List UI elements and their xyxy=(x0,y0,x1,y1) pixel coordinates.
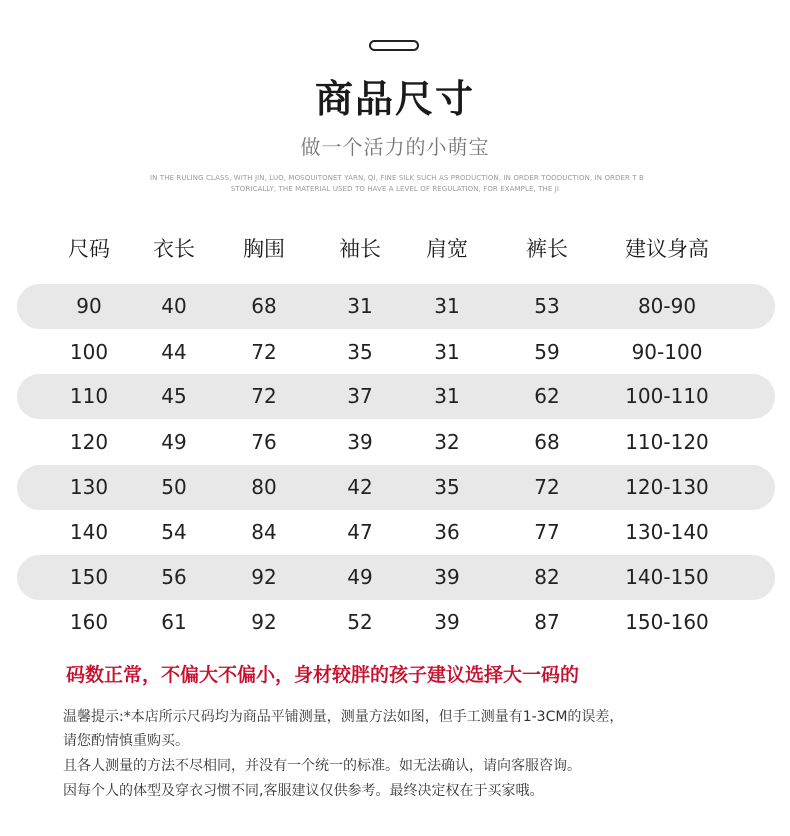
table-cell: 72 xyxy=(251,384,277,408)
table-cell: 49 xyxy=(347,565,373,589)
tip-line: 温馨提示:*本店所示尺码均为商品平铺测量，测量方法如图，但手工测量有1-3CM的误差， xyxy=(63,709,624,725)
table-cell: 47 xyxy=(347,520,373,544)
table-cell: 32 xyxy=(434,430,460,454)
table-cell: 90 xyxy=(76,294,102,318)
table-cell: 150 xyxy=(69,565,109,589)
table-cell: 100 xyxy=(69,340,109,364)
table-cell: 31 xyxy=(347,294,373,318)
table-cell: 72 xyxy=(534,475,560,499)
table-cell: 31 xyxy=(434,294,460,318)
column-header: 肩宽 xyxy=(426,237,468,261)
table-row xyxy=(17,374,775,419)
table-cell: 72 xyxy=(251,340,277,364)
column-header: 建议身高 xyxy=(625,237,709,261)
table-cell: 61 xyxy=(161,610,187,634)
table-cell: 62 xyxy=(534,384,560,408)
tip-line: 且各人测量的方法不尽相同，并没有一个统一的标准。如无法确认，请向客服咨询。 xyxy=(63,758,581,774)
page-title: 商品尺寸 xyxy=(314,77,475,121)
table-cell: 92 xyxy=(251,610,277,634)
table-cell: 84 xyxy=(251,520,277,544)
table-cell: 52 xyxy=(347,610,373,634)
table-cell: 92 xyxy=(251,565,277,589)
table-cell: 39 xyxy=(434,610,460,634)
table-cell: 87 xyxy=(534,610,560,634)
decorative-text-line: STORICALLY, THE MATERIAL USED TO HAVE A LEVEL OF REGULATION, FOR EXAMPLE, THE JI xyxy=(230,185,560,193)
table-cell: 77 xyxy=(534,520,560,544)
table-cell: 49 xyxy=(161,430,187,454)
table-row xyxy=(17,600,775,645)
table-cell: 50 xyxy=(161,475,187,499)
tip-line: 请您酌情慎重购买。 xyxy=(63,733,189,749)
table-cell: 76 xyxy=(251,430,277,454)
table-cell: 130 xyxy=(69,475,109,499)
table-cell: 40 xyxy=(161,294,187,318)
table-cell: 100-110 xyxy=(625,384,709,408)
table-cell: 44 xyxy=(161,340,187,364)
column-header: 衣长 xyxy=(153,237,195,261)
table-row xyxy=(17,510,775,555)
table-cell: 68 xyxy=(534,430,560,454)
table-cell: 110-120 xyxy=(625,430,709,454)
column-header: 裤长 xyxy=(526,237,568,261)
table-cell: 82 xyxy=(534,565,560,589)
table-cell: 120 xyxy=(69,430,109,454)
table-cell: 80 xyxy=(251,475,277,499)
table-row xyxy=(17,284,775,329)
column-header: 胸围 xyxy=(243,237,285,261)
table-cell: 37 xyxy=(347,384,373,408)
table-cell: 45 xyxy=(161,384,187,408)
decorative-text-line: IN THE RULING CLASS, WITH JIN, LUO, MOSQUITONET YARN, QI, FINE SILK SUCH AS PRODUCTION, IN ORDER TOODUCTION, IN ORDER T B xyxy=(150,174,644,182)
table-cell: 31 xyxy=(434,340,460,364)
table-cell: 140 xyxy=(69,520,109,544)
column-header: 袖长 xyxy=(339,237,381,261)
table-cell: 130-140 xyxy=(625,520,709,544)
size-notice: 码数正常，不偏大不偏小，身材较胖的孩子建议选择大一码的 xyxy=(66,664,580,686)
table-cell: 42 xyxy=(347,475,373,499)
table-cell: 35 xyxy=(347,340,373,364)
table-cell: 59 xyxy=(534,340,560,364)
table-cell: 90-100 xyxy=(631,340,703,364)
column-header: 尺码 xyxy=(68,237,110,261)
table-cell: 120-130 xyxy=(625,475,709,499)
pill-decoration-icon xyxy=(369,40,419,51)
table-cell: 39 xyxy=(434,565,460,589)
table-cell: 68 xyxy=(251,294,277,318)
table-cell: 140-150 xyxy=(625,565,709,589)
table-row xyxy=(17,420,775,465)
table-cell: 35 xyxy=(434,475,460,499)
table-cell: 54 xyxy=(161,520,187,544)
table-cell: 160 xyxy=(69,610,109,634)
table-cell: 36 xyxy=(434,520,460,544)
table-cell: 56 xyxy=(161,565,187,589)
table-cell: 39 xyxy=(347,430,373,454)
table-row xyxy=(17,330,775,375)
table-header-row xyxy=(17,227,775,272)
table-cell: 150-160 xyxy=(625,610,709,634)
page-subtitle: 做一个活力的小萌宝 xyxy=(300,135,490,159)
table-cell: 31 xyxy=(434,384,460,408)
table-row xyxy=(17,555,775,600)
tip-line: 因每个人的体型及穿衣习惯不同,客服建议仅供参考。最终决定权在于买家哦。 xyxy=(63,783,544,799)
table-row xyxy=(17,465,775,510)
table-cell: 110 xyxy=(69,384,109,408)
table-cell: 80-90 xyxy=(637,294,697,318)
table-cell: 53 xyxy=(534,294,560,318)
